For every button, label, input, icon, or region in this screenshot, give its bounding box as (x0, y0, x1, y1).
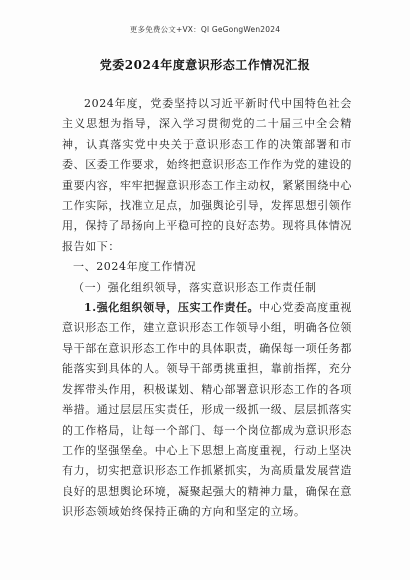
document-body (62, 94, 352, 523)
intro-paragraph: 2024年度，党委坚持以习近平新时代中国特色社会主义思想为指导，深入学习贯彻党的二十届三中全会精神，认真落实党中央关于意识形态工作的决策部署和市委、区委工作要求，始终把意识形态工作作为党的建设的重要内容，牢牢把握意识形态工作主动权，紧紧围绕中心工作实际，找准立足点，加强舆论引导，发挥思想引领作用，保持了昂扬向上平稳可控的良好态势。现将具体情况报告如下： (62, 97, 352, 253)
header-note: 更多免费公文+VX：Ql GeGongWen2024 (129, 25, 281, 34)
subsection-heading: （一）强化组织领导，落实意识形态工作责任制 (73, 280, 317, 294)
point-1-paragraph (62, 298, 352, 522)
document-title: 党委2024年度意识形态工作情况汇报 (99, 58, 311, 72)
point-1-text: 中心党委高度重视意识形态工作，建立意识形态工作领导小组，明确各位领导干部在意识形态工作中的具体职责，确保每一项任务都能落实到具体的人。领导干部勇挑重担，靠前指挥，充分发挥带头作用，积极谋划、精心部署意识形态工作的各项举措。通过层层压实责任，形成一级抓一级、层层抓落实的工作格局，让每一个部门、每一个岗位都成为意识形态工作的坚强堡垒。中心上下思想上高度重视，行动上坚决有力，切实把意识形态工作抓紧抓实，为高质量发展营造良好的思想舆论环境，凝聚起强大的精神力量，确保在意识形态领域始终保持正确的方向和坚定的立场。 (62, 301, 352, 519)
section-heading: 一、2024年度工作情况 (73, 260, 197, 274)
point-1-lead: 1.强化组织领导，压实工作责任。 (84, 301, 260, 315)
